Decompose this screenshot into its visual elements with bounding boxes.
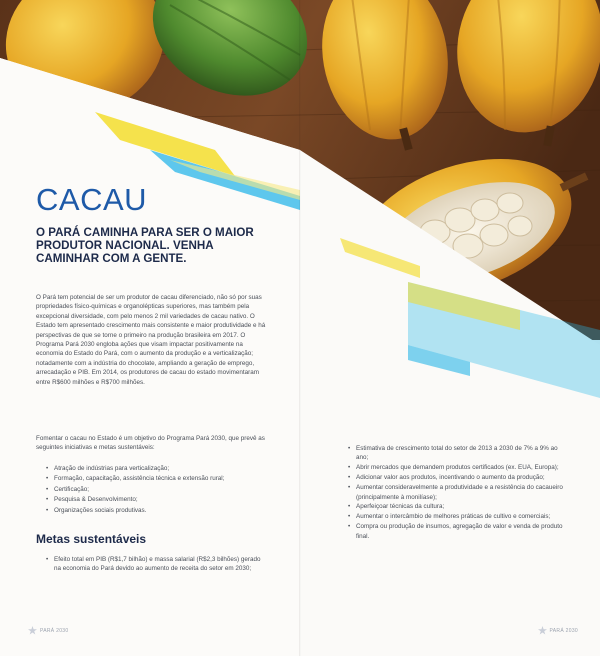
- list-item: • Abrir mercados que demandem produtos certificados (ex. EUA, Europa);: [347, 463, 569, 472]
- footer-left: [28, 626, 68, 635]
- list-item: • Pesquisa & Desenvolvimento;: [45, 495, 275, 504]
- metas-list: [45, 555, 265, 574]
- page-subtitle: O PARÁ CAMINHA PARA SER O MAIOR PRODUTOR NACIONAL. VENHA CAMINHAR COM A GENTE.: [36, 226, 254, 265]
- footer-right: [538, 626, 578, 635]
- initiatives-list: [45, 464, 275, 516]
- list-item: • Organizações sociais produtivas.: [45, 506, 275, 515]
- page-spine: [299, 0, 301, 656]
- intro-paragraph: O Pará tem potencial de ser um produtor de cacau diferenciado, não só por suas propriedades físico-químicas e organolépticas superiores, mas também pela excepcional diversidade, com pelo menos 2 mil variedades de cacau nativo. O Estado tem apresentado crescimento mais consistente e maior produtividade e há perspectivas de que se torne o primeiro na produção brasileira em 2017. O Programa Pará 2030 engloba ações que visam impactar positivamente na economia do Estado do Pará, com o aumento da produção e a verticalização; notadamente com a indústria do chocolate, ampliando a geração de emprego, arrecadação e PIB. Em 2014, os produtores de cacau do estado movimentaram entre R$600 milhões e R$700 milhões.: [36, 294, 266, 386]
- list-item: • Atração de indústrias para verticalização;: [45, 464, 275, 473]
- section-heading-metas: Metas sustentáveis: [36, 532, 147, 546]
- footer-left-text: PARÁ 2030: [40, 627, 69, 634]
- initiatives-lead: Fomentar o cacau no Estado é um objetivo do Programa Pará 2030, que prevê as seguintes iniciativas e metas sustentáveis:: [36, 435, 265, 452]
- list-item: • Compra ou produção de insumos, agregação de valor e venda de produto final.: [347, 522, 569, 541]
- star-icon: [28, 626, 37, 635]
- star-icon: [538, 626, 547, 635]
- goals-list-right: [347, 444, 569, 542]
- list-item: • Aumentar consideravelmente a produtividade e a resistência do cacaueiro (principalmente à monilíase);: [347, 483, 569, 502]
- list-item: • Aperfeiçoar técnicas da cultura;: [347, 502, 569, 511]
- list-item: • Estimativa de crescimento total do setor de 2013 a 2030 de 7% a 9% ao ano;: [347, 444, 569, 463]
- list-item: • Efeito total em PIB (R$1,7 bilhão) e massa salarial (R$2,3 bilhões) gerado na economia do Pará devido ao aumento de receita do setor em 2030;: [45, 555, 265, 574]
- page-title: CACAU: [36, 182, 148, 217]
- list-item: • Certificação;: [45, 485, 275, 494]
- list-item: • Adicionar valor aos produtos, incentivando o aumento da produção;: [347, 473, 569, 482]
- list-item: • Formação, capacitação, assistência técnica e extensão rural;: [45, 474, 275, 483]
- list-item: • Aumentar o intercâmbio de melhores práticas de cultivo e comerciais;: [347, 512, 569, 521]
- footer-right-text: PARÁ 2030: [549, 627, 578, 634]
